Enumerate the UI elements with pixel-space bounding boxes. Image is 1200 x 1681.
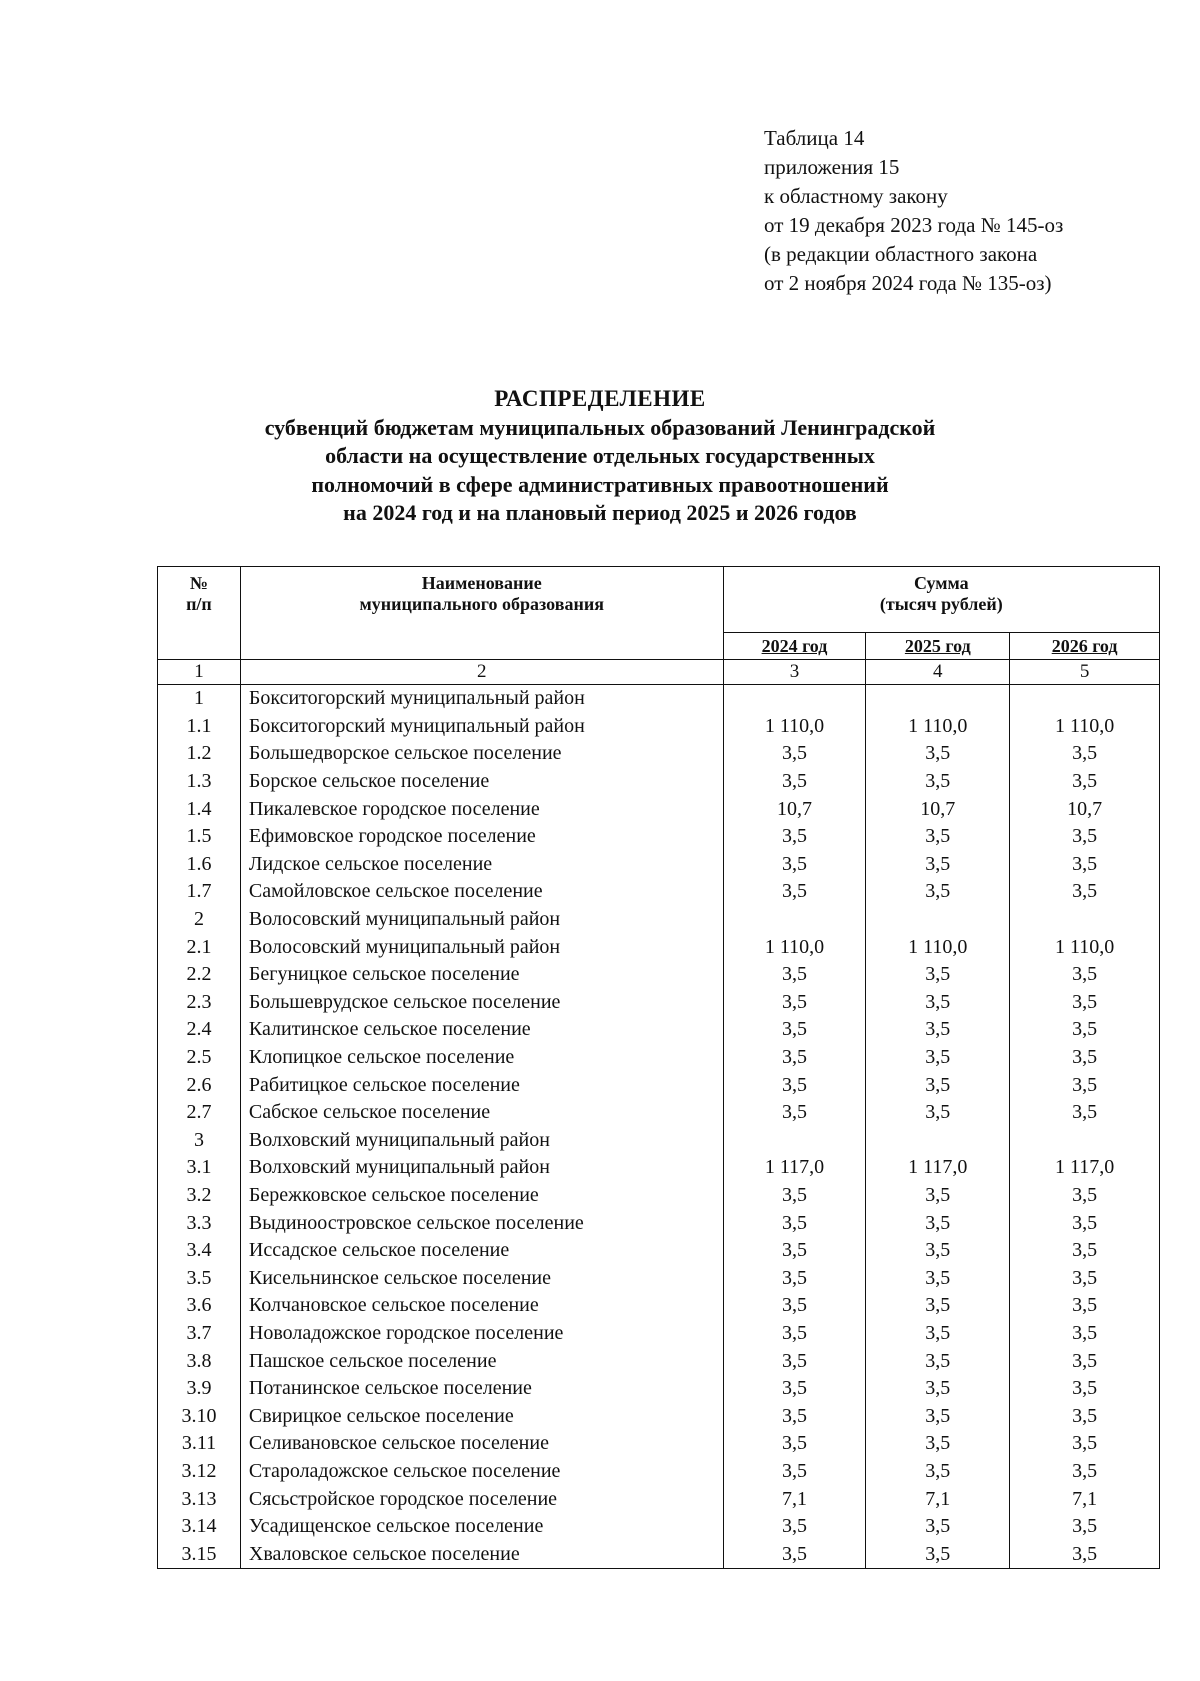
table-row xyxy=(158,823,1160,851)
amount-2025: 1 117,0 xyxy=(866,1154,1010,1182)
table-row xyxy=(158,1016,1160,1044)
amount-2024: 3,5 xyxy=(723,768,866,796)
amount-2024: 3,5 xyxy=(723,1458,866,1486)
row-number: 3.3 xyxy=(158,1209,241,1237)
amount-2024: 3,5 xyxy=(723,1320,866,1348)
appendix-note-line: приложения 15 xyxy=(764,155,900,179)
row-number: 3.1 xyxy=(158,1154,241,1182)
amount-2025 xyxy=(866,685,1010,713)
amount-2026: 3,5 xyxy=(1010,1375,1160,1403)
column-number: 1 xyxy=(158,660,241,685)
column-numbers-row xyxy=(158,660,1160,685)
amount-2025: 7,1 xyxy=(866,1485,1010,1513)
amount-2025: 3,5 xyxy=(866,989,1010,1017)
table-row xyxy=(158,1292,1160,1320)
municipality-name: Волосовский муниципальный район xyxy=(240,906,723,934)
amount-2026: 3,5 xyxy=(1010,1540,1160,1568)
row-number: 3.9 xyxy=(158,1375,241,1403)
amount-2026: 3,5 xyxy=(1010,1264,1160,1292)
row-number: 3.10 xyxy=(158,1402,241,1430)
municipality-name: Селивановское сельское поселение xyxy=(240,1430,723,1458)
appendix-note-line: от 2 ноября 2024 года № 135-оз) xyxy=(764,271,1052,295)
appendix-note-line: от 19 декабря 2023 года № 145-оз xyxy=(764,213,1064,237)
municipality-name: Калитинское сельское поселение xyxy=(240,1016,723,1044)
amount-2024: 3,5 xyxy=(723,1071,866,1099)
row-number: 2.3 xyxy=(158,989,241,1017)
amount-2024: 3,5 xyxy=(723,1540,866,1568)
row-number: 3.12 xyxy=(158,1458,241,1486)
amount-2025: 10,7 xyxy=(866,795,1010,823)
table-row xyxy=(158,1513,1160,1541)
amount-2026: 3,5 xyxy=(1010,851,1160,879)
amount-2024: 3,5 xyxy=(723,1099,866,1127)
amount-2024: 3,5 xyxy=(723,961,866,989)
municipality-name: Свирицкое сельское поселение xyxy=(240,1402,723,1430)
amount-2026: 3,5 xyxy=(1010,1402,1160,1430)
amount-2026: 3,5 xyxy=(1010,961,1160,989)
column-number: 3 xyxy=(723,660,866,685)
title-main: РАСПРЕДЕЛЕНИЕ xyxy=(494,386,706,411)
row-number: 3.8 xyxy=(158,1347,241,1375)
row-number: 3.5 xyxy=(158,1264,241,1292)
amount-2025: 3,5 xyxy=(866,1402,1010,1430)
table-row xyxy=(158,906,1160,934)
amount-2025: 3,5 xyxy=(866,1209,1010,1237)
table-row xyxy=(158,1237,1160,1265)
amount-2025: 3,5 xyxy=(866,1347,1010,1375)
table-row xyxy=(158,1347,1160,1375)
municipality-name: Бережковское сельское поселение xyxy=(240,1182,723,1210)
row-number: 2 xyxy=(158,906,241,934)
amount-2026: 3,5 xyxy=(1010,1458,1160,1486)
row-number: 2.1 xyxy=(158,933,241,961)
title-line: полномочий в сфере административных правоотношений xyxy=(311,471,889,497)
appendix-note-line: к областному закону xyxy=(764,184,948,208)
row-number: 3.6 xyxy=(158,1292,241,1320)
amount-2025: 3,5 xyxy=(866,878,1010,906)
table-header xyxy=(158,567,1160,660)
row-number: 2.5 xyxy=(158,1044,241,1072)
amount-2024: 1 110,0 xyxy=(723,933,866,961)
municipality-name: Новоладожское городское поселение xyxy=(240,1320,723,1348)
row-number: 2.4 xyxy=(158,1016,241,1044)
appendix-note-line: (в редакции областного закона xyxy=(764,242,1038,266)
table-row xyxy=(158,768,1160,796)
amount-2024: 3,5 xyxy=(723,989,866,1017)
header-year-2024: 2024 год xyxy=(723,633,866,660)
amount-2026: 3,5 xyxy=(1010,768,1160,796)
row-number: 2.7 xyxy=(158,1099,241,1127)
amount-2025: 3,5 xyxy=(866,1264,1010,1292)
amount-2025: 3,5 xyxy=(866,1430,1010,1458)
amount-2026: 7,1 xyxy=(1010,1485,1160,1513)
amount-2025: 3,5 xyxy=(866,1099,1010,1127)
amount-2024: 1 117,0 xyxy=(723,1154,866,1182)
municipality-name: Пашское сельское поселение xyxy=(240,1347,723,1375)
amount-2024 xyxy=(723,906,866,934)
row-number: 2.6 xyxy=(158,1071,241,1099)
amount-2026: 3,5 xyxy=(1010,1209,1160,1237)
amount-2025: 3,5 xyxy=(866,823,1010,851)
municipality-name: Сабское сельское поселение xyxy=(240,1099,723,1127)
amount-2024: 3,5 xyxy=(723,1347,866,1375)
row-number: 3.11 xyxy=(158,1430,241,1458)
table-row xyxy=(158,795,1160,823)
amount-2026: 3,5 xyxy=(1010,1044,1160,1072)
amount-2026: 3,5 xyxy=(1010,1430,1160,1458)
row-number: 1.3 xyxy=(158,768,241,796)
amount-2026: 3,5 xyxy=(1010,878,1160,906)
table-row xyxy=(158,1264,1160,1292)
amount-2026 xyxy=(1010,906,1160,934)
amount-2025: 3,5 xyxy=(866,1375,1010,1403)
amount-2026: 3,5 xyxy=(1010,1182,1160,1210)
row-number: 1.1 xyxy=(158,713,241,741)
table-row xyxy=(158,1071,1160,1099)
table-row xyxy=(158,740,1160,768)
row-number: 3.15 xyxy=(158,1540,241,1568)
distribution-table xyxy=(157,566,1160,1569)
amount-2025: 3,5 xyxy=(866,1237,1010,1265)
amount-2025: 3,5 xyxy=(866,1458,1010,1486)
table-row xyxy=(158,933,1160,961)
amount-2026: 3,5 xyxy=(1010,1016,1160,1044)
header-name-line1: Наименование xyxy=(421,573,542,593)
appendix-note xyxy=(764,124,1063,298)
table-row xyxy=(158,1044,1160,1072)
amount-2026: 10,7 xyxy=(1010,795,1160,823)
header-year-2026: 2026 год xyxy=(1010,633,1160,660)
header-year-2025: 2025 год xyxy=(866,633,1010,660)
amount-2024: 3,5 xyxy=(723,1264,866,1292)
amount-2025 xyxy=(866,906,1010,934)
row-number: 1.2 xyxy=(158,740,241,768)
municipality-name: Староладожское сельское поселение xyxy=(240,1458,723,1486)
amount-2024: 3,5 xyxy=(723,851,866,879)
table-row xyxy=(158,1182,1160,1210)
amount-2025: 3,5 xyxy=(866,851,1010,879)
row-number: 1.4 xyxy=(158,795,241,823)
row-number: 1 xyxy=(158,685,241,713)
row-number: 3.7 xyxy=(158,1320,241,1348)
table-row xyxy=(158,851,1160,879)
table-row xyxy=(158,878,1160,906)
amount-2025: 3,5 xyxy=(866,1044,1010,1072)
row-number: 3 xyxy=(158,1127,241,1155)
column-number: 4 xyxy=(866,660,1010,685)
municipality-name: Лидское сельское поселение xyxy=(240,851,723,879)
municipality-name: Потанинское сельское поселение xyxy=(240,1375,723,1403)
amount-2024: 3,5 xyxy=(723,1430,866,1458)
amount-2025: 1 110,0 xyxy=(866,933,1010,961)
table-row xyxy=(158,1320,1160,1348)
table-row xyxy=(158,1127,1160,1155)
amount-2025 xyxy=(866,1127,1010,1155)
table-row xyxy=(158,713,1160,741)
municipality-name: Хваловское сельское поселение xyxy=(240,1540,723,1568)
amount-2025: 3,5 xyxy=(866,1540,1010,1568)
table-row xyxy=(158,961,1160,989)
amount-2024 xyxy=(723,685,866,713)
amount-2025: 3,5 xyxy=(866,1016,1010,1044)
amount-2026: 1 110,0 xyxy=(1010,713,1160,741)
amount-2024: 3,5 xyxy=(723,1513,866,1541)
amount-2024: 3,5 xyxy=(723,1209,866,1237)
table-row xyxy=(158,1209,1160,1237)
amount-2025: 3,5 xyxy=(866,1292,1010,1320)
amount-2024: 3,5 xyxy=(723,1182,866,1210)
amount-2024: 3,5 xyxy=(723,1044,866,1072)
municipality-name: Волховский муниципальный район xyxy=(240,1127,723,1155)
amount-2025: 3,5 xyxy=(866,1071,1010,1099)
table-row xyxy=(158,1402,1160,1430)
amount-2024: 3,5 xyxy=(723,1016,866,1044)
municipality-name: Большедворское сельское поселение xyxy=(240,740,723,768)
table-row xyxy=(158,1485,1160,1513)
row-number: 2.2 xyxy=(158,961,241,989)
municipality-name: Бегуницкое сельское поселение xyxy=(240,961,723,989)
municipality-name: Иссадское сельское поселение xyxy=(240,1237,723,1265)
row-number: 1.5 xyxy=(158,823,241,851)
row-number: 3.4 xyxy=(158,1237,241,1265)
column-number: 5 xyxy=(1010,660,1160,685)
amount-2026: 3,5 xyxy=(1010,823,1160,851)
amount-2025: 3,5 xyxy=(866,1513,1010,1541)
municipality-name: Кисельнинское сельское поселение xyxy=(240,1264,723,1292)
municipality-name: Колчановское сельское поселение xyxy=(240,1292,723,1320)
header-sum-line2: (тысяч рублей) xyxy=(879,594,1003,614)
amount-2026: 3,5 xyxy=(1010,1320,1160,1348)
amount-2026: 3,5 xyxy=(1010,1071,1160,1099)
municipality-name: Волосовский муниципальный район xyxy=(240,933,723,961)
municipality-name: Бокситогорский муниципальный район xyxy=(240,685,723,713)
municipality-name: Самойловское сельское поселение xyxy=(240,878,723,906)
amount-2026: 3,5 xyxy=(1010,1347,1160,1375)
title-line: на 2024 год и на плановый период 2025 и 2026 годов xyxy=(343,500,857,525)
amount-2026: 3,5 xyxy=(1010,1292,1160,1320)
municipality-name: Ефимовское городское поселение xyxy=(240,823,723,851)
table-row xyxy=(158,1375,1160,1403)
header-num-line2: п/п xyxy=(186,594,212,614)
amount-2026: 3,5 xyxy=(1010,1237,1160,1265)
municipality-name: Клопицкое сельское поселение xyxy=(240,1044,723,1072)
municipality-name: Большеврудское сельское поселение xyxy=(240,989,723,1017)
table-row xyxy=(158,685,1160,713)
municipality-name: Волховский муниципальный район xyxy=(240,1154,723,1182)
amount-2026: 3,5 xyxy=(1010,1099,1160,1127)
municipality-name: Выдиноостровское сельское поселение xyxy=(240,1209,723,1237)
municipality-name: Пикалевское городское поселение xyxy=(240,795,723,823)
row-number: 1.7 xyxy=(158,878,241,906)
title-line: области на осуществление отдельных государственных xyxy=(325,443,875,468)
amount-2026 xyxy=(1010,1127,1160,1155)
municipality-name: Сясьстройское городское поселение xyxy=(240,1485,723,1513)
row-number: 3.2 xyxy=(158,1182,241,1210)
table-row xyxy=(158,1458,1160,1486)
appendix-note-line: Таблица 14 xyxy=(764,126,865,150)
column-number: 2 xyxy=(240,660,723,685)
header-name xyxy=(240,567,723,660)
amount-2026 xyxy=(1010,685,1160,713)
table-row xyxy=(158,1430,1160,1458)
amount-2024: 3,5 xyxy=(723,1402,866,1430)
amount-2024: 1 110,0 xyxy=(723,713,866,741)
amount-2025: 1 110,0 xyxy=(866,713,1010,741)
amount-2024: 3,5 xyxy=(723,1237,866,1265)
amount-2026: 3,5 xyxy=(1010,740,1160,768)
header-sum-line1: Сумма xyxy=(913,573,969,593)
municipality-name: Борское сельское поселение xyxy=(240,768,723,796)
row-number: 3.13 xyxy=(158,1485,241,1513)
municipality-name: Бокситогорский муниципальный район xyxy=(240,713,723,741)
row-number: 3.14 xyxy=(158,1513,241,1541)
header-num-line1: № xyxy=(189,573,208,593)
header-sum xyxy=(723,567,1159,633)
header-name-line2: муниципального образования xyxy=(359,594,604,614)
municipality-name: Усадищенское сельское поселение xyxy=(240,1513,723,1541)
amount-2026: 1 110,0 xyxy=(1010,933,1160,961)
amount-2025: 3,5 xyxy=(866,1182,1010,1210)
amount-2024: 3,5 xyxy=(723,878,866,906)
amount-2025: 3,5 xyxy=(866,961,1010,989)
amount-2024: 7,1 xyxy=(723,1485,866,1513)
table-row xyxy=(158,1099,1160,1127)
amount-2026: 3,5 xyxy=(1010,989,1160,1017)
amount-2024: 10,7 xyxy=(723,795,866,823)
amount-2024 xyxy=(723,1127,866,1155)
table-body xyxy=(158,685,1160,1569)
title-line: субвенций бюджетам муниципальных образований Ленинградской xyxy=(264,414,936,440)
table-row xyxy=(158,1540,1160,1568)
municipality-name: Рабитицкое сельское поселение xyxy=(240,1071,723,1099)
row-number: 1.6 xyxy=(158,851,241,879)
amount-2025: 3,5 xyxy=(866,768,1010,796)
amount-2026: 1 117,0 xyxy=(1010,1154,1160,1182)
header-num xyxy=(158,567,241,660)
document-title xyxy=(0,385,1200,528)
amount-2026: 3,5 xyxy=(1010,1513,1160,1541)
table-row xyxy=(158,1154,1160,1182)
amount-2024: 3,5 xyxy=(723,740,866,768)
amount-2024: 3,5 xyxy=(723,823,866,851)
amount-2025: 3,5 xyxy=(866,740,1010,768)
amount-2025: 3,5 xyxy=(866,1320,1010,1348)
amount-2024: 3,5 xyxy=(723,1375,866,1403)
amount-2024: 3,5 xyxy=(723,1292,866,1320)
table-row xyxy=(158,989,1160,1017)
